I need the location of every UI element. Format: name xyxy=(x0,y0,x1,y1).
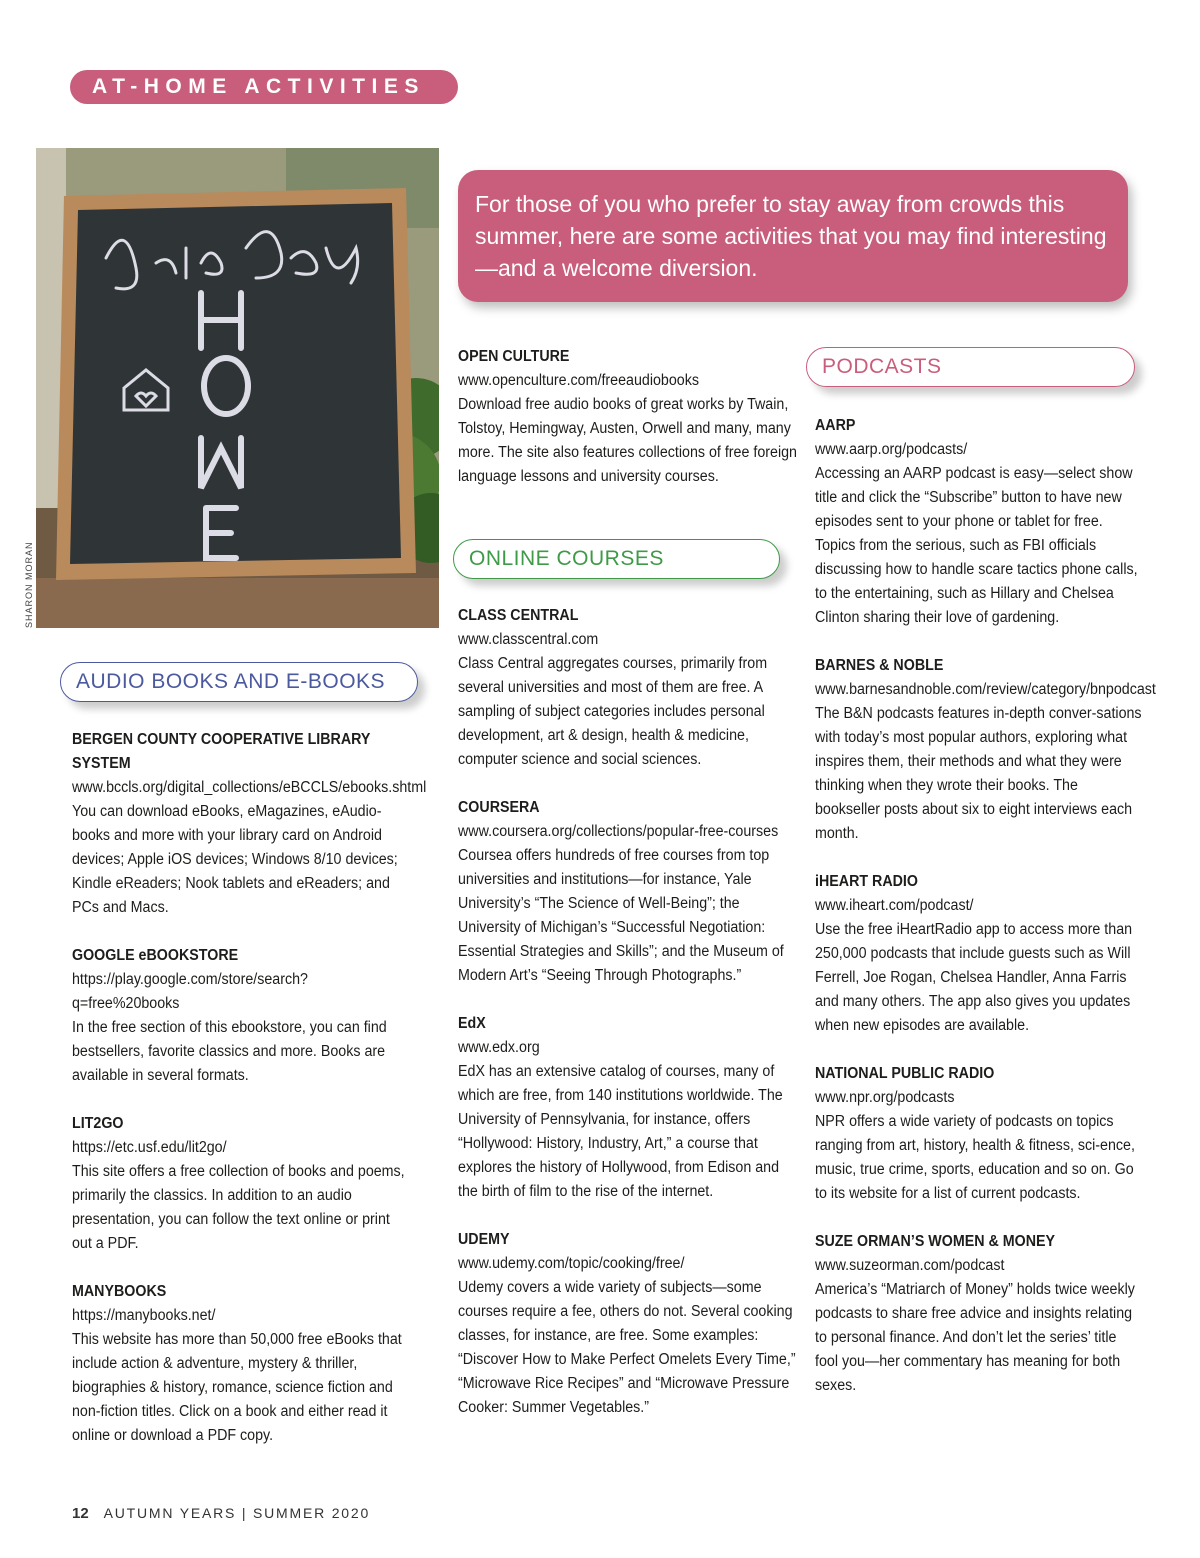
entry-url[interactable]: www.openculture.com/freeaudiobooks xyxy=(458,372,699,389)
section-heading-label: ONLINE COURSES xyxy=(469,547,664,570)
entry-title: GOOGLE eBOOKSTORE xyxy=(72,947,239,964)
entry-body: You can download eBooks, eMagazines, eAudio-books and more with your library card on Android devices; Apple iOS devices; Windows 8/10 devices; Kindle eReaders; Nook tablets and eReaders; and PCs and Macs. xyxy=(72,803,398,916)
entry-body: Download free audio books of great works by Twain, Tolstoy, Hemingway, Austen, Orwell and many, many more. The site also features collections of free foreign language lessons and university courses. xyxy=(458,396,797,485)
entry-title: iHEART RADIO xyxy=(815,873,918,890)
entry-title: NATIONAL PUBLIC RADIO xyxy=(815,1065,995,1082)
entry-title: BERGEN COUNTY COOPERATIVE LIBRARY SYSTEM xyxy=(72,731,371,772)
list-item xyxy=(72,1280,412,1448)
list-item xyxy=(815,1230,1143,1398)
entry-body: EdX has an extensive catalog of courses, many of which are free, from 140 institutions worldwide. The University of Pennsylvania, for instance, offers “Hollywood: History, Industry, Art,” a course that explores the history of Hollywood, from Edison and the birth of film to the rise of the internet. xyxy=(458,1063,783,1200)
entry-body: This website has more than 50,000 free eBooks that include action & adventure, mystery & thriller, biographies & history, romance, science fiction and non-fiction titles. Click on a book and either read it online or download a PDF copy. xyxy=(72,1331,402,1444)
section-heading-audio-books xyxy=(60,662,418,702)
page-number: 12 xyxy=(72,1505,89,1522)
entry-url[interactable]: www.aarp.org/podcasts/ xyxy=(815,441,968,458)
entry-url[interactable]: https://play.google.com/store/search?q=free%20books xyxy=(72,971,308,1012)
entry-url[interactable]: https://etc.usf.edu/lit2go/ xyxy=(72,1139,227,1156)
list-item xyxy=(458,796,798,988)
list-item xyxy=(815,1062,1143,1206)
entry-title: UDEMY xyxy=(458,1231,510,1248)
list-item xyxy=(458,345,798,489)
entry-url[interactable]: www.barnesandnoble.com/review/category/bnpodcast xyxy=(815,681,1156,698)
entry-body: Coursea offers hundreds of free courses from top universities and institutions—for instance, Yale University’s “The Science of Well-Being”; the University of Michigan’s “Successful Negotiation: Essential Strategies and Skills”; and the Museum of Modern Art’s “Seeing Through Photographs.” xyxy=(458,847,784,984)
entry-title: OPEN CULTURE xyxy=(458,348,570,365)
entry-body: Use the free iHeartRadio app to access more than 250,000 podcasts that include guests such as Will Ferrell, Joe Rogan, Chelsea Handler, Anna Farris and many others. The app also gives you updates when new episodes are available. xyxy=(815,921,1133,1034)
photo-credit: SHARON MORAN xyxy=(24,541,34,628)
intro-text: For those of you who prefer to stay away from crowds this summer, here are some activities that you may find interesting—and a welcome diversion. xyxy=(475,191,1107,281)
section-heading-label: PODCASTS xyxy=(822,355,942,378)
online-courses-column xyxy=(458,604,798,1444)
list-item xyxy=(458,1012,798,1204)
entry-url[interactable]: https://manybooks.net/ xyxy=(72,1307,216,1324)
list-item xyxy=(458,604,798,772)
entry-title: LIT2GO xyxy=(72,1115,124,1132)
banner-label: AT-HOME ACTIVITIES xyxy=(92,75,425,98)
entry-body: Accessing an AARP podcast is easy—select show title and click the “Subscribe” button to have new episodes sent to your phone or tablet for free. Topics from the serious, such as FBI officials discussing how to handle scare tactics phone calls, to the entertaining, such as Hillary and Chelsea Clinton sharing their love of gardening. xyxy=(815,465,1138,626)
open-culture-column xyxy=(458,345,798,513)
entry-title: AARP xyxy=(815,417,856,434)
list-item xyxy=(72,728,427,920)
list-item xyxy=(72,944,412,1088)
entry-url[interactable]: www.edx.org xyxy=(458,1039,540,1056)
entry-title: BARNES & NOBLE xyxy=(815,657,944,674)
list-item xyxy=(815,414,1143,630)
section-heading-online-courses xyxy=(453,539,780,579)
entry-title: EdX xyxy=(458,1015,486,1032)
page-footer xyxy=(72,1505,370,1522)
section-heading-podcasts xyxy=(806,347,1135,387)
entry-url[interactable]: www.bccls.org/digital_collections/eBCCLS/ebooks.shtml xyxy=(72,779,427,796)
entry-title: COURSERA xyxy=(458,799,540,816)
entry-title: MANYBOOKS xyxy=(72,1283,167,1300)
list-item xyxy=(72,1112,412,1256)
section-heading-label: AUDIO BOOKS AND E-BOOKS xyxy=(76,670,386,693)
podcasts-column xyxy=(815,414,1156,1422)
entry-url[interactable]: www.classcentral.com xyxy=(458,631,599,648)
entry-title: SUZE ORMAN’S WOMEN & MONEY xyxy=(815,1233,1056,1250)
entry-url[interactable]: www.coursera.org/collections/popular-free-courses xyxy=(458,823,779,840)
list-item xyxy=(815,870,1143,1038)
intro-callout xyxy=(458,170,1128,302)
entry-url[interactable]: www.suzeorman.com/podcast xyxy=(815,1257,1005,1274)
section-banner xyxy=(70,70,458,104)
entry-url[interactable]: www.npr.org/podcasts xyxy=(815,1089,955,1106)
entry-url[interactable]: www.iheart.com/podcast/ xyxy=(815,897,974,914)
entry-body: In the free section of this ebookstore, you can find bestsellers, favorite classics and more. Books are available in several formats. xyxy=(72,1019,387,1084)
entry-body: America’s “Matriarch of Money” holds twice weekly podcasts to share free advice and insights relating to personal finance. And don’t let the series’ title fool you—her commentary has meaning for both sexes. xyxy=(815,1281,1135,1394)
entry-body: This site offers a free collection of books and poems, primarily the classics. In addition to an audio presentation, you can follow the text online or print out a PDF. xyxy=(72,1163,405,1252)
list-item xyxy=(815,654,1156,846)
entry-title: CLASS CENTRAL xyxy=(458,607,579,624)
chalkboard-photo xyxy=(36,148,439,628)
list-item xyxy=(458,1228,798,1420)
entry-body: The B&N podcasts features in-depth conver-sations with today’s most popular authors, exploring what inspires them, their methods and what they were thinking when they wrote their books. The bookseller posts about six to eight interviews each month. xyxy=(815,705,1142,842)
entry-url[interactable]: www.udemy.com/topic/cooking/free/ xyxy=(458,1255,685,1272)
audio-books-column xyxy=(72,728,427,1472)
publication-line: AUTUMN YEARS | SUMMER 2020 xyxy=(103,1505,371,1521)
entry-body: Class Central aggregates courses, primarily from several universities and most of them are free. A sampling of subject categories includes personal development, art & design, health & medicine, computer science and social sciences. xyxy=(458,655,768,768)
entry-body: NPR offers a wide variety of podcasts on topics ranging from art, history, health & fitness, sci-ence, music, true crime, sports, education and so on. Go to its website for a list of current podcasts. xyxy=(815,1113,1135,1202)
entry-body: Udemy covers a wide variety of subjects—some courses require a fee, others do not. Several cooking classes, for instance, are free. Some examples: “Discover How to Make Perfect Omelets Every Time,” “Microwave Rice Recipes” and “Microwave Pressure Cooker: Summer Vegetables.” xyxy=(458,1279,796,1416)
